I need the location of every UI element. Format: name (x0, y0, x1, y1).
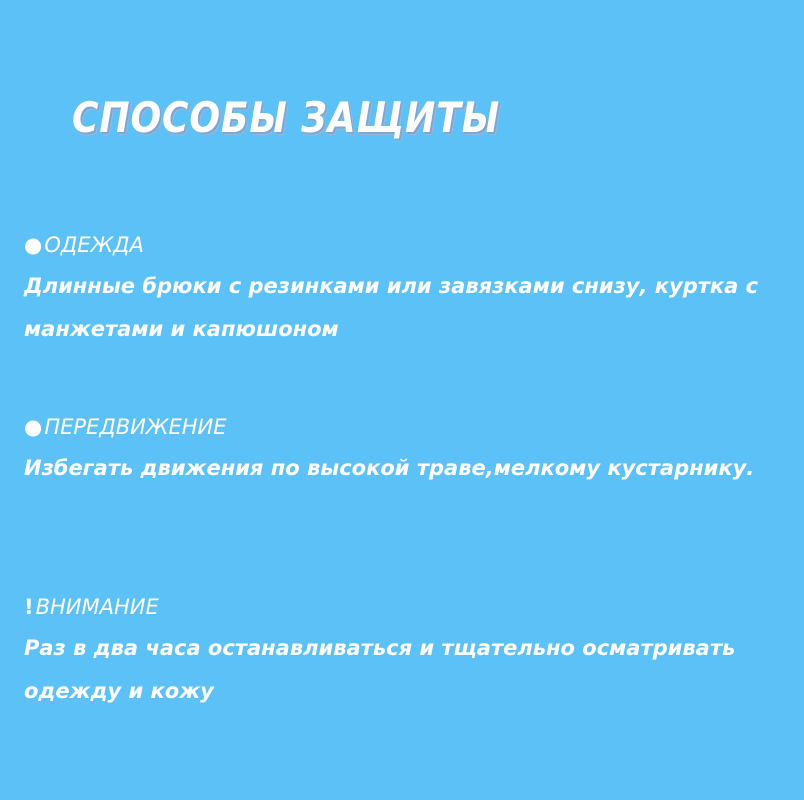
section-heading-label: ВНИМАНИЕ (35, 595, 159, 619)
section-heading (24, 412, 794, 442)
section-clothing (24, 230, 794, 351)
exclamation-icon: ! (24, 595, 34, 619)
section-text: Длинные брюки с резинками или завязками снизу, куртка с манжетами и капюшоном (24, 274, 759, 341)
section-heading (24, 230, 794, 260)
section-movement (24, 412, 794, 490)
section-heading (24, 592, 794, 622)
section-heading-label: ПЕРЕДВИЖЕНИЕ (44, 415, 227, 439)
page-title: СПОСОБЫ ЗАЩИТЫ (72, 93, 501, 142)
section-attention (24, 592, 794, 713)
section-text: Избегать движения по высокой траве,мелкому кустарнику. (24, 456, 755, 480)
section-heading-label: ОДЕЖДА (44, 233, 144, 257)
bullet-icon: ● (24, 415, 43, 439)
section-text: Раз в два часа останавливаться и тщательно осматривать одежду и кожу (24, 636, 736, 703)
bullet-icon: ● (24, 233, 43, 257)
